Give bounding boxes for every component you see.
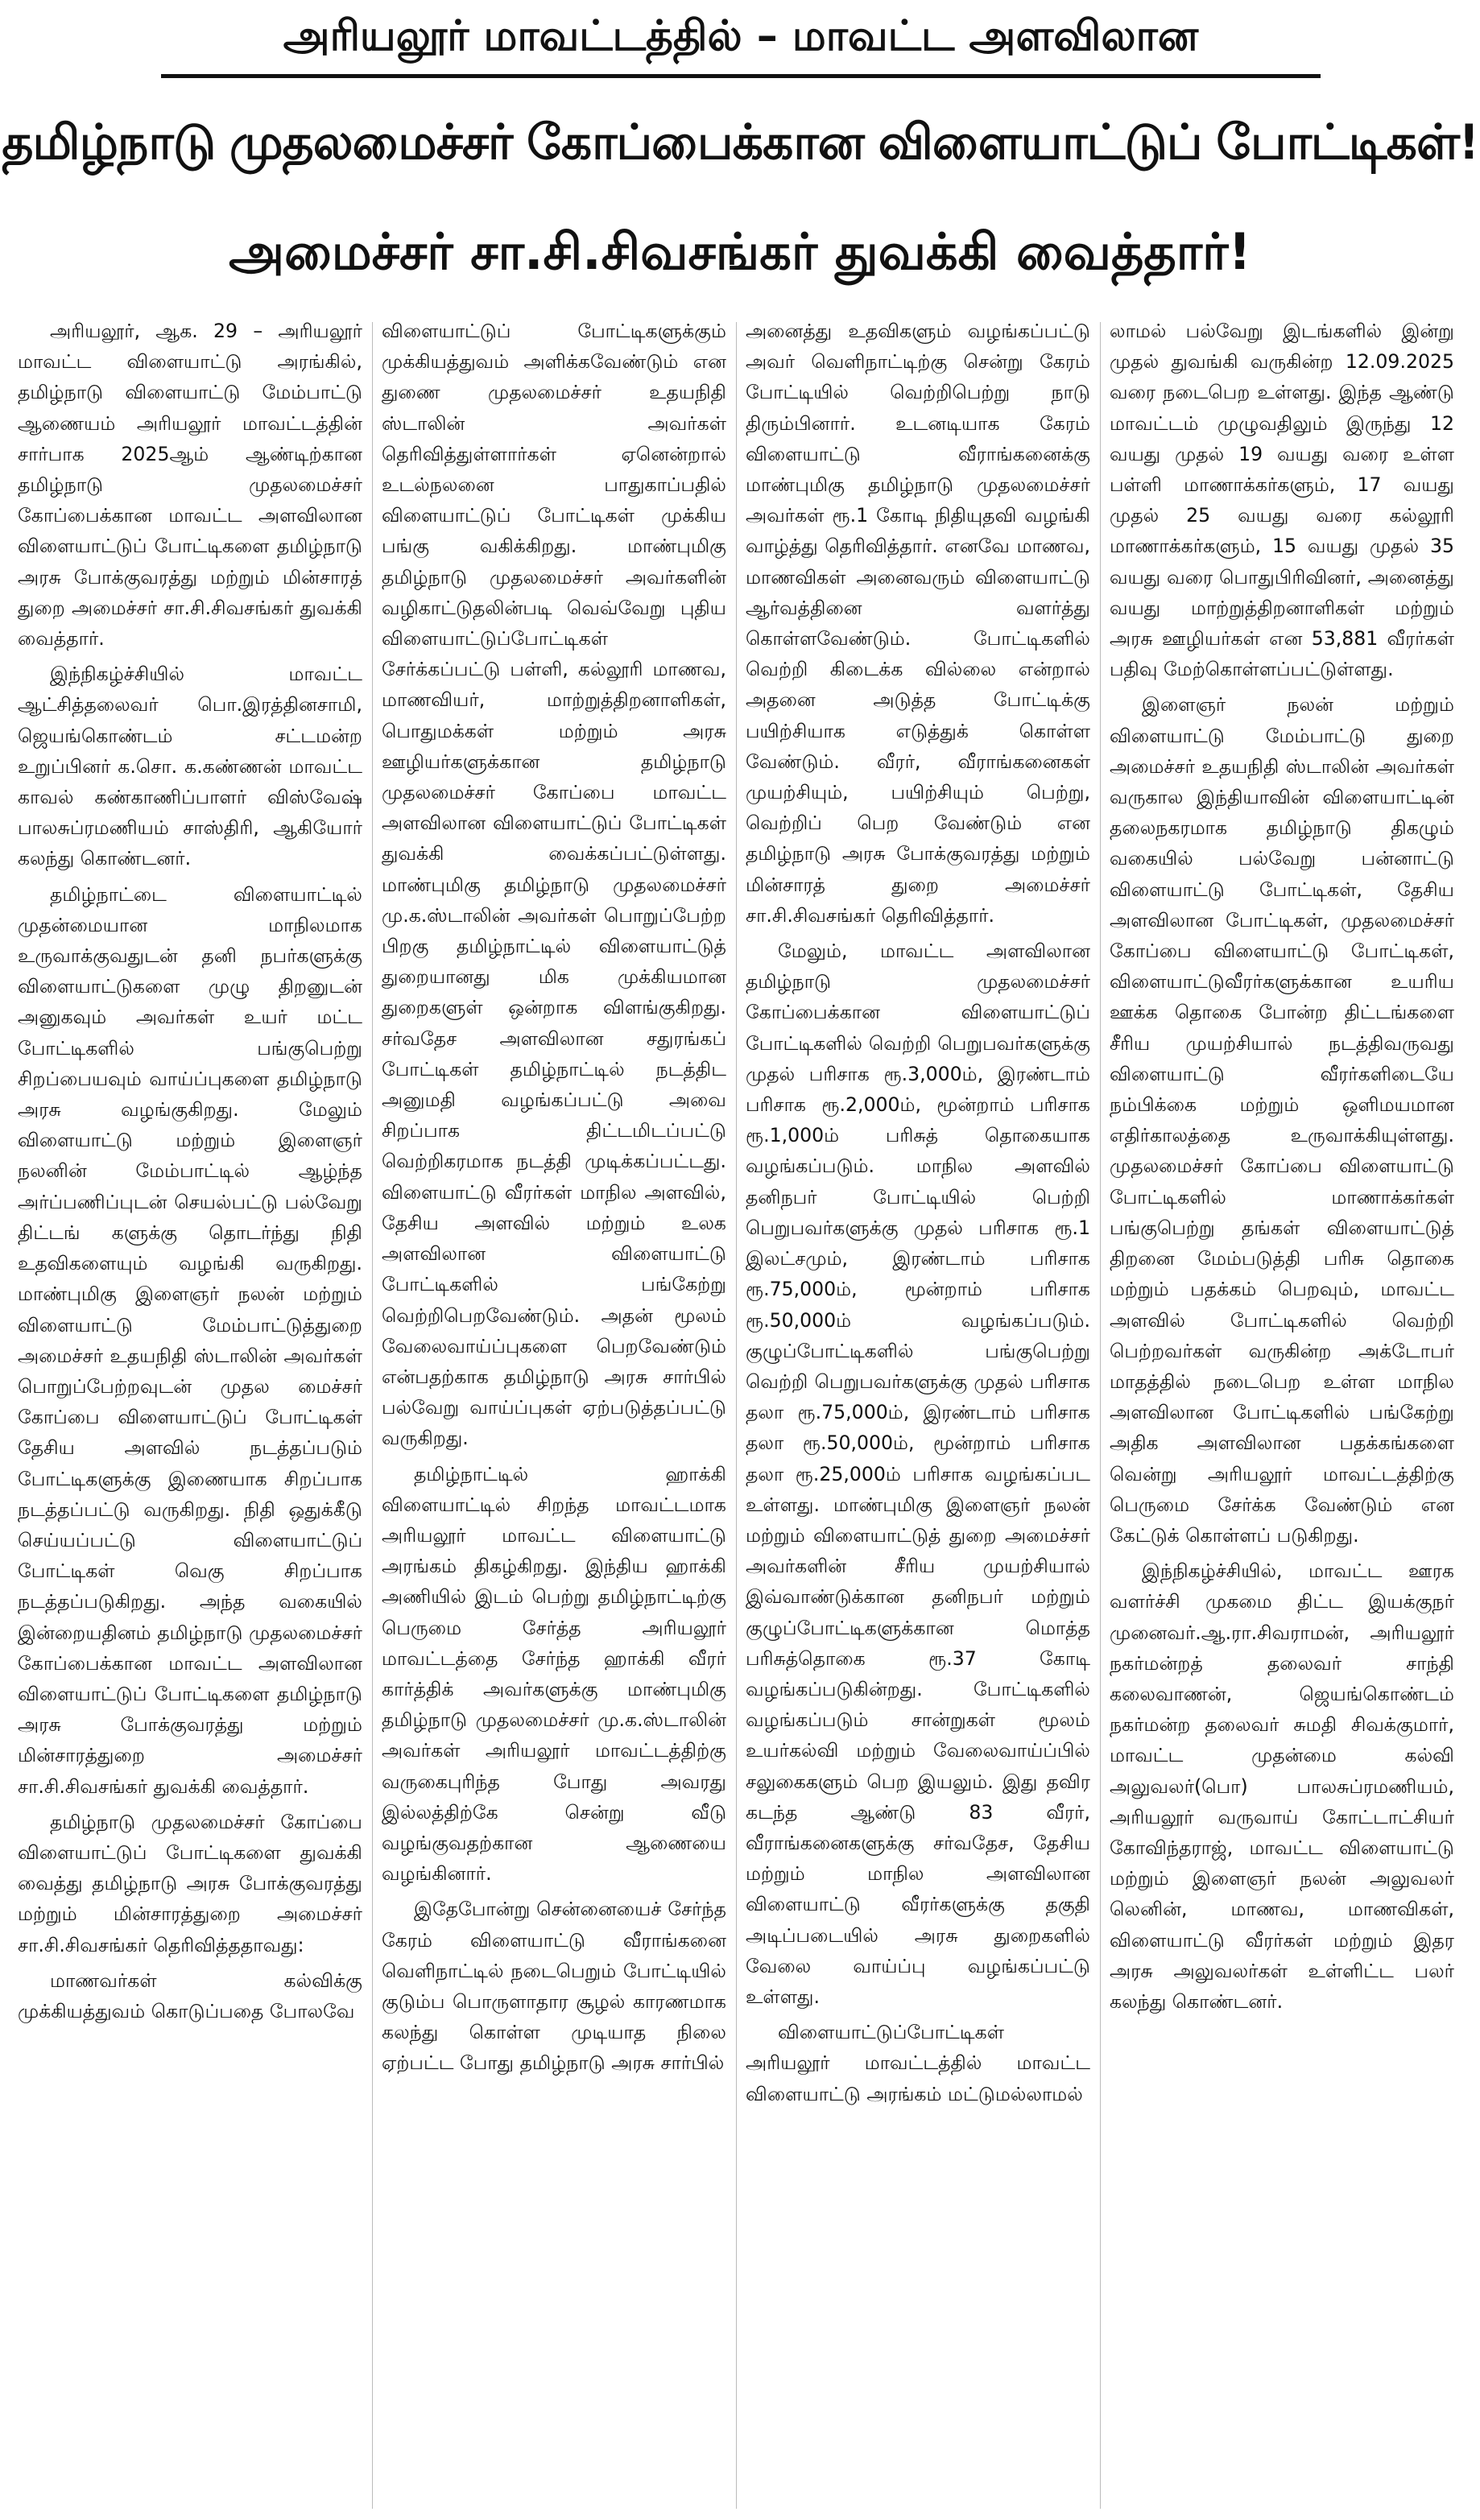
headline-block — [0, 0, 1480, 322]
paragraph: அனைத்து உதவிகளும் வழங்கப்பட்டு அவர் வெளிநாட்டிற்கு சென்று கேரம் போட்டியில் வெற்றிபெற்று நாடு திரும்பினார். உடனடியாக கேரம் விளையாட்டு வீராங்கனைக்கு மாண்புமிகு தமிழ்நாடு முதலமைச்சர் அவர்கள் ரூ.1 கோடி நிதியுதவி வழங்கி வாழ்த்து தெரிவித்தார். எனவே மாணவ, மாணவிகள் அனைவரும் விளையாட்டு ஆர்வத்தினை வளர்த்து கொள்ளவேண்டும். போட்டிகளில் வெற்றி கிடைக்க வில்லை என்றால் அதனை அடுத்த போட்டிக்கு பயிற்சியாக எடுத்துக் கொள்ள வேண்டும். வீரர், வீராங்கனைகள் முயற்சியும், பயிற்சியும் பெற்று, வெற்றிப் பெற வேண்டும் என தமிழ்நாடு அரசு போக்குவரத்து மற்றும் மின்சாரத் துறை அமைச்சர் சா.சி.சிவசங்கர் தெரிவித்தார். — [746, 320, 1090, 927]
paragraph: தமிழ்நாடு முதலமைச்சர் கோப்பை விளையாட்டுப் போட்டிகளை துவக்கி வைத்து தமிழ்நாடு அரசு போக்குவரத்து மற்றும் மின்சாரத்துறை அமைச்சர் சா.சி.சிவசங்கர் தெரிவித்ததாவது: — [18, 1810, 362, 1956]
paragraph: மாணவர்கள் கல்விக்கு முக்கியத்துவம் கொடுப்பதை போலவே — [18, 1968, 362, 2022]
paragraph: விளையாட்டுப் போட்டிகளுக்கும் முக்கியத்துவம் அளிக்கவேண்டும் என துணை முதலமைச்சர் உதயநிதி ஸ்டாலின் அவர்கள் தெரிவித்துள்ளார்கள் ஏனென்றால் உடல்நலனை பாதுகாப்பதில் விளையாட்டுப் போட்டிகள் முக்கிய பங்கு வகிக்கிறது. மாண்புமிகு தமிழ்நாடு முதலமைச்சர் அவர்களின் வழிகாட்டுதலின்படி வெவ்வேறு புதிய விளையாட்டுப்போட்டிகள் சேர்க்கப்பட்டு பள்ளி, கல்லூரி மாணவ, மாணவியர், மாற்றுத்திறனாளிகள், பொதுமக்கள் மற்றும் அரசு ஊழியர்களுக்கான தமிழ்நாடு முதலமைச்சர் கோப்பை மாவட்ட அளவிலான விளையாட்டுப் போட்டிகள் துவக்கி வைக்கப்பட்டுள்ளது. மாண்புமிகு தமிழ்நாடு முதலமைச்சர் மு.க.ஸ்டாலின் அவர்கள் பொறுப்பேற்ற பிறகு தமிழ்நாட்டில் விளையாட்டுத் துறையானது மிக முக்கியமான துறைகளுள் ஒன்றாக விளங்குகிறது. சர்வதேச அளவிலான சதுரங்கப் போட்டிகள் தமிழ்நாட்டில் நடத்திட அனுமதி வழங்கப்பட்டு அவை சிறப்பாக திட்டமிடப்பட்டு வெற்றிகரமாக நடத்தி முடிக்கப்பட்டது. விளையாட்டு வீரர்கள் மாநில அளவில், தேசிய அளவில் மற்றும் உலக அளவிலான விளையாட்டு போட்டிகளில் பங்கேற்று வெற்றிபெறவேண்டும். அதன் மூலம் வேலைவாய்ப்புகளை பெறவேண்டும் என்பதற்காக தமிழ்நாடு அரசு சார்பில் பல்வேறு வாய்ப்புகள் ஏற்படுத்தப்பட்டு வருகிறது. — [382, 320, 726, 1450]
article-column-4 — [1110, 316, 1454, 2515]
column-divider — [1100, 322, 1101, 2509]
paragraph: தமிழ்நாட்டில் ஹாக்கி விளையாட்டில் சிறந்த மாவட்டமாக அரியலூர் மாவட்ட விளையாட்டு அரங்கம் திகழ்கிறது. இந்திய ஹாக்கி அணியில் இடம் பெற்று தமிழ்நாட்டிற்கு பெருமை சேர்த்த அரியலூர் மாவட்டத்தை சேர்ந்த ஹாக்கி வீரர் கார்த்திக் அவர்களுக்கு மாண்புமிகு தமிழ்நாடு முதலமைச்சர் மு.க.ஸ்டாலின் அவர்கள் அரியலூர் மாவட்டத்திற்கு வருகைபுரிந்த போது அவரது இல்லத்திற்கே சென்று வீடு வழங்குவதற்கான ஆணையை வழங்கினார். — [382, 1462, 726, 1886]
paragraph: விளையாட்டுப்போட்டிகள் அரியலூர் மாவட்டத்தில் மாவட்ட விளையாட்டு அரங்கம் மட்டுமல்லாமல் — [746, 2021, 1090, 2105]
article-column-1 — [18, 316, 362, 2515]
paragraph: இந்நிகழ்ச்சியில், மாவட்ட ஊரக வளர்ச்சி முகமை திட்ட இயக்குநர் முனைவர்.ஆ.ரா.சிவராமன், அரியலூர் நகர்மன்றத் தலைவர் சாந்தி கலைவாணன், ஜெயங்கொண்டம் நகர்மன்ற தலைவர் சுமதி சிவக்குமார், மாவட்ட முதன்மை கல்வி அலுவலர்(பொ) பாலசுப்ரமணியம், அரியலூர் வருவாய் கோட்டாட்சியர் கோவிந்தராஜ், மாவட்ட விளையாட்டு மற்றும் இளைஞர் நலன் அலுவலர் லெனின், மாணவ, மாணவிகள், விளையாட்டு வீரர்கள் மற்றும் இதர அரசு அலுவலர்கள் உள்ளிட்ட பலர் கலந்து கொண்டனர். — [1110, 1560, 1454, 2013]
main-headline: தமிழ்நாடு முதலமைச்சர் கோப்பைக்கான விளையாட்டுப் போட்டிகள்! — [2, 114, 1478, 171]
paragraph: இதேபோன்று சென்னையைச் சேர்ந்த கேரம் விளையாட்டு வீராங்கனை வெளிநாட்டில் நடைபெறும் போட்டியில் குடும்ப பொருளாதார சூழல் காரணமாக கலந்து கொள்ள முடியாத நிலை ஏற்பட்ட போது தமிழ்நாடு அரசு சார்பில் — [382, 1898, 726, 2075]
paragraph: மேலும், மாவட்ட அளவிலான தமிழ்நாடு முதலமைச்சர் கோப்பைக்கான விளையாட்டுப் போட்டிகளில் வெற்றி பெறுபவர்களுக்கு முதல் பரிசாக ரூ.3,000ம், இரண்டாம் பரிசாக ரூ.2,000ம், மூன்றாம் பரிசாக ரூ.1,000ம் பரிசுத் தொகையாக வழங்கப்படும். மாநில அளவில் தனிநபர் போட்டியில் பெற்றி பெறுபவர்களுக்கு முதல் பரிசாக ரூ.1 இலட்சமும், இரண்டாம் பரிசாக ரூ.75,000ம், மூன்றாம் பரிசாக ரூ.50,000ம் வழங்கப்படும். குழுப்போட்டிகளில் பங்குபெற்று வெற்றி பெறுபவர்களுக்கு முதல் பரிசாக தலா ரூ.75,000ம், இரண்டாம் பரிசாக தலா ரூ.50,000ம், மூன்றாம் பரிசாக தலா ரூ.25,000ம் பரிசாக வழங்கப்பட உள்ளது. மாண்புமிகு இளைஞர் நலன் மற்றும் விளையாட்டுத் துறை அமைச்சர் அவர்களின் சீரிய முயற்சியால் இவ்வாண்டுக்கான தனிநபர் மற்றும் குழுப்போட்டிகளுக்கான மொத்த பரிசுத்தொகை ரூ.37 கோடி வழங்கப்படுகின்றது. போட்டிகளில் வழங்கப்படும் சான்றுகள் மூலம் உயர்கல்வி மற்றும் வேலைவாய்ப்பில் சலுகைகளும் பெற இயலும். இது தவிர கடந்த ஆண்டு 83 வீரர், வீராங்கனைகளுக்கு சர்வதேச, தேசிய மற்றும் மாநில அளவிலான விளையாட்டு வீரர்களுக்கு தகுதி அடிப்படையில் அரசு துறைகளில் வேலை வாய்ப்பு வழங்கப்பட்டு உள்ளது. — [746, 940, 1090, 2008]
paragraph: இளைஞர் நலன் மற்றும் விளையாட்டு மேம்பாட்டு துறை அமைச்சர் உதயநிதி ஸ்டாலின் அவர்கள் வருகால இந்தியாவின் விளையாட்டின் தலைநகரமாக தமிழ்நாடு திகழும் வகையில் பல்வேறு பன்னாட்டு விளையாட்டு போட்டிகள், தேசிய அளவிலான போட்டிகள், முதலமைச்சர் கோப்பை விளையாட்டு போட்டிகள், விளையாட்டுவீரர்களுக்கான உயரிய ஊக்க தொகை போன்ற திட்டங்களை சீரிய முயற்சியால் நடத்திவருவது விளையாட்டு வீரர்களிடையே நம்பிக்கை மற்றும் ஒளிமயமான எதிர்காலத்தை உருவாக்கியுள்ளது. முதலமைச்சர் கோப்பை விளையாட்டு போட்டிகளில் மாணாக்கர்கள் பங்குபெற்று தங்கள் விளையாட்டுத் திறனை மேம்படுத்தி பரிசு தொகை மற்றும் பதக்கம் பெறவும், மாவட்ட அளவில் போட்டிகளில் வெற்றி பெற்றவர்கள் வருகின்ற அக்டோபர் மாதத்தில் நடைபெற உள்ள மாநில அளவிலான போட்டிகளில் பங்கேற்று அதிக அளவிலான பதக்கங்களை வென்று அரியலூர் மாவட்டத்திற்கு பெருமை சேர்க்க வேண்டும் என கேட்டுக் கொள்ளப் படுகிறது. — [1110, 693, 1454, 1547]
article-column-3 — [746, 316, 1090, 2515]
article-column-2 — [382, 316, 726, 2515]
article-body — [18, 316, 1464, 2515]
paragraph: அரியலூர், ஆக. 29 – அரியலூர் மாவட்ட விளையாட்டு அரங்கில், தமிழ்நாடு விளையாட்டு மேம்பாட்டு ஆணையம் அரியலூர் மாவட்டத்தின் சார்பாக 2025ஆம் ஆண்டிற்கான தமிழ்நாடு முதலமைச்சர் கோப்பைக்கான மாவட்ட அளவிலான விளையாட்டுப் போட்டிகளை தமிழ்நாடு அரசு போக்குவரத்து மற்றும் மின்சாரத் துறை அமைச்சர் சா.சி.சிவசங்கர் துவக்கி வைத்தார். — [18, 320, 362, 651]
column-divider — [736, 322, 737, 2509]
subheadline: அமைச்சர் சா.சி.சிவசங்கர் துவக்கி வைத்தார்! — [229, 222, 1251, 281]
paragraph: தமிழ்நாட்டை விளையாட்டில் முதன்மையான மாநிலமாக உருவாக்குவதுடன் தனி நபர்களுக்கு விளையாட்டுகளை முழு திறனுடன் அனுகவும் அவர்கள் உயர் மட்ட போட்டிகளில் பங்குபெற்று சிறப்பையவும் வாய்ப்புகளை தமிழ்நாடு அரசு வழங்குகிறது. மேலும் விளையாட்டு மற்றும் இளைஞர் நலனின் மேம்பாட்டில் ஆழ்ந்த அர்ப்பணிப்புடன் செயல்பட்டு பல்வேறு திட்டங் களுக்கு தொடர்ந்து நிதி உதவிகளையும் வழங்கி வருகிறது. மாண்புமிகு இளைஞர் நலன் மற்றும் விளையாட்டு மேம்பாட்டுத்துறை அமைச்சர் உதயநிதி ஸ்டாலின் அவர்கள் பொறுப்பேற்றவுடன் முதல மைச்சர் கோப்பை விளையாட்டுப் போட்டிகள் தேசிய அளவில் நடத்தப்படும் போட்டிகளுக்கு இணையாக சிறப்பாக நடத்தப்பட்டு வருகிறது. நிதி ஒதுக்கீடு செய்யப்பட்டு விளையாட்டுப் போட்டிகள் வெகு சிறப்பாக நடத்தப்படுகிறது. அந்த வகையில் இன்றையதினம் தமிழ்நாடு முதலமைச்சர் கோப்பைக்கான மாவட்ட அளவிலான விளையாட்டுப் போட்டிகளை தமிழ்நாடு அரசு போக்குவரத்து மற்றும் மின்சாரத்துறை அமைச்சர் சா.சி.சிவசங்கர் துவக்கி வைத்தார். — [18, 882, 362, 1798]
kicker-headline: அரியலூர் மாவட்டத்தில் – மாவட்ட அளவிலான — [283, 12, 1199, 60]
paragraph: லாமல் பல்வேறு இடங்களில் இன்று முதல் துவங்கி வருகின்ற 12.09.2025 வரை நடைபெற உள்ளது. இந்த ஆண்டு மாவட்டம் முழுவதிலும் இருந்து 12 வயது முதல் 19 வயது வரை உள்ள பள்ளி மாணாக்கர்களும், 17 வயது முதல் 25 வயது வரை கல்லூரி மாணாக்கர்களும், 15 வயது முதல் 35 வயது வரை பொதுபிரிவினர், அனைத்து வயது மாற்றுத்திறனாளிகள் மற்றும் அரசு ஊழியர்கள் என 53,881 வீரர்கள் பதிவு மேற்கொள்ளப்பட்டுள்ளது. — [1110, 320, 1454, 681]
paragraph: இந்நிகழ்ச்சியில் மாவட்ட ஆட்சித்தலைவர் பொ.இரத்தினசாமி, ஜெயங்கொண்டம் சட்டமன்ற உறுப்பினர் க.சொ. க.கண்ணன் மாவட்ட காவல் கண்காணிப்பாளர் விஸ்வேஷ் பாலசுப்ரமணியம் சாஸ்திரி, ஆகியோர் கலந்து கொண்டனர். — [18, 663, 362, 870]
column-divider — [372, 322, 373, 2509]
kicker-underline — [161, 74, 1321, 78]
